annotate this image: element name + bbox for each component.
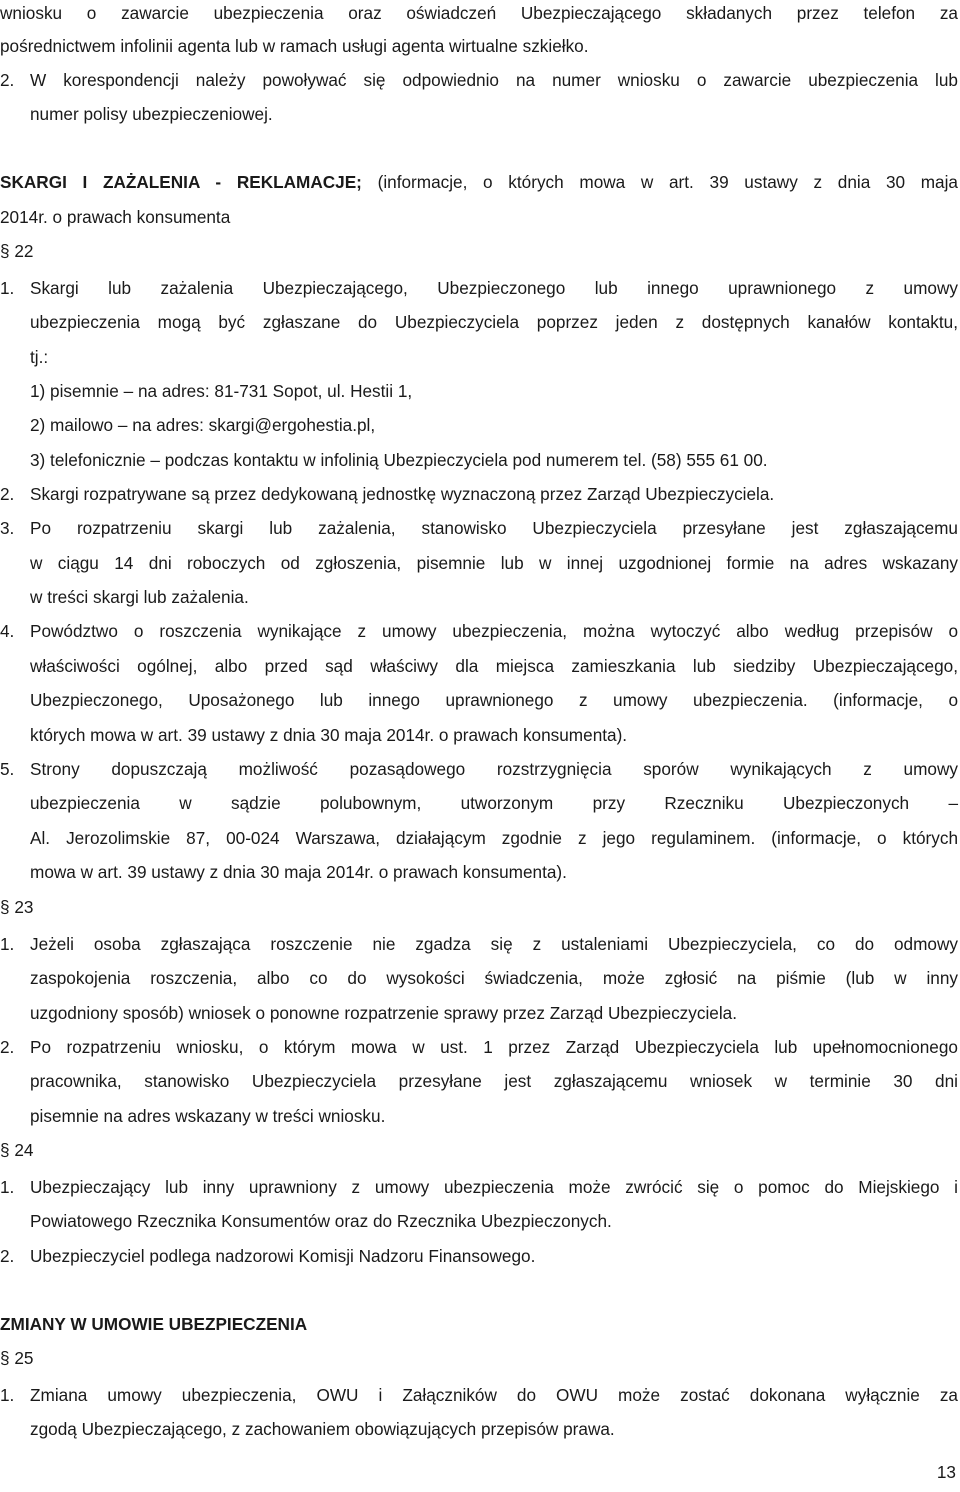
intro-p2-line-1: W korespondencji należy powoływać się odpowiednio na numer wniosku o zawarcie ubezpieczenia lub [30, 70, 958, 90]
channel-phone: 3) telefonicznie – podczas kontaktu w infolinią Ubezpieczyciela pod numerem tel. (58) 555 61 00. [30, 450, 768, 470]
complaints-heading [0, 172, 958, 192]
complaints-heading-rest: (informacje, o których mowa w art. 39 ustawy z dnia 30 maja [377, 172, 958, 192]
complaints-heading-line-2: 2014r. o prawach konsumenta [0, 207, 231, 227]
s24-p1-number: 1. [0, 1177, 15, 1197]
section-25-number: 25 [14, 1348, 34, 1368]
s22-p1-line-2: ubezpieczenia mogą być zgłaszane do Ubezpieczyciela poprzez jeden z dostępnych kanałów kontaktu, [30, 312, 958, 332]
section-24 [0, 1140, 33, 1160]
s23-p2-line-1: Po rozpatrzeniu wniosku, o którym mowa w ust. 1 przez Zarząd Ubezpieczyciela lub upełnomocnionego [30, 1037, 958, 1057]
intro-line-1: wniosku o zawarcie ubezpieczenia oraz oświadczeń Ubezpieczającego składanych przez telefon za [0, 3, 958, 23]
section-sign-icon: § [0, 241, 10, 261]
section-22-number: 22 [14, 241, 34, 261]
s23-p1-line-3: uzgodniony sposób) wniosek o ponowne rozpatrzenie sprawy przez Zarząd Ubezpieczyciela. [30, 1003, 737, 1023]
s22-p3-line-3: w treści skargi lub zażalenia. [30, 587, 249, 607]
channel-postal: 1) pisemnie – na adres: 81-731 Sopot, ul. Hestii 1, [30, 381, 413, 401]
s23-p1-line-2: zaspokojenia roszczenia, albo co do wysokości świadczenia, może zgłosić na piśmie (lub w inny [30, 968, 958, 988]
intro-line-2: pośrednictwem infolinii agenta lub w ramach usługi agenta wirtualne szkiełko. [0, 36, 589, 56]
s22-p4-line-3: Ubezpieczonego, Uposażonego lub innego uprawnionego z umowy ubezpieczenia. (informacje, o [30, 690, 958, 710]
changes-heading: ZMIANY W UMOWIE UBEZPIECZENIA [0, 1314, 308, 1334]
s22-p4-line-4: których mowa w art. 39 ustawy z dnia 30 maja 2014r. o prawach konsumenta). [30, 725, 628, 745]
s22-p3-line-1: Po rozpatrzeniu skargi lub zażalenia, stanowisko Ubezpieczyciela przesyłane jest zgłaszającemu [30, 518, 958, 538]
s25-p1-line-1: Zmiana umowy ubezpieczenia, OWU i Załączników do OWU może zostać dokonana wyłącznie za [30, 1385, 958, 1405]
s23-p2-line-2: pracownika, stanowisko Ubezpieczyciela przesyłane jest zgłaszającemu wniosek w terminie 30 dni [30, 1071, 958, 1091]
s22-p4-line-2: właściwości ogólnej, albo przed sąd właściwy dla miejsca zamieszkania lub siedziby Ubezpieczającego, [30, 656, 958, 676]
s22-p5-line-3: Al. Jerozolimskie 87, 00-024 Warszawa, działającym zgodnie z jego regulaminem. (informacje, o których [30, 828, 958, 848]
section-sign-icon: § [0, 1140, 10, 1160]
s22-p1-number: 1. [0, 278, 15, 298]
s22-p1-line-3: tj.: [30, 347, 49, 367]
channel-email: 2) mailowo – na adres: skargi@ergohestia.pl, [30, 415, 376, 435]
s22-p2-number: 2. [0, 484, 15, 504]
s22-p3-line-2: w ciągu 14 dni roboczych od zgłoszenia, pisemnie lub w innej uzgodnionej formie na adres wskazany [30, 553, 958, 573]
s23-p1-number: 1. [0, 934, 15, 954]
section-25 [0, 1348, 33, 1368]
s24-p1-line-1: Ubezpieczający lub inny uprawniony z umowy ubezpieczenia może zwrócić się o pomoc do Miejskiego i [30, 1177, 958, 1197]
s25-p1-line-2: zgodą Ubezpieczającego, z zachowaniem obowiązujących przepisów prawa. [30, 1419, 615, 1439]
section-23 [0, 897, 33, 917]
s22-p3-number: 3. [0, 518, 15, 538]
s22-p5-number: 5. [0, 759, 15, 779]
s25-p1-number: 1. [0, 1385, 15, 1405]
s22-p4-line-1: Powództwo o roszczenia wynikające z umowy ubezpieczenia, można wytoczyć albo według przepisów o [30, 621, 958, 641]
s23-p1-line-1: Jeżeli osoba zgłaszająca roszczenie nie zgadza się z ustaleniami Ubezpieczyciela, co do odmowy [30, 934, 958, 954]
section-22 [0, 241, 33, 261]
section-sign-icon: § [0, 1348, 10, 1368]
s22-p5-line-1: Strony dopuszczają możliwość pozasądowego rozstrzygnięcia sporów wynikających z umowy [30, 759, 958, 779]
s22-p1-line-1: Skargi lub zażalenia Ubezpieczającego, Ubezpieczonego lub innego uprawnionego z umowy [30, 278, 958, 298]
s22-p5-line-2: ubezpieczenia w sądzie polubownym, utworzonym przy Rzeczniku Ubezpieczonych – [30, 793, 958, 813]
s24-p2-number: 2. [0, 1246, 15, 1266]
s22-p5-line-4: mowa w art. 39 ustawy z dnia 30 maja 2014r. o prawach konsumenta). [30, 862, 567, 882]
section-24-number: 24 [14, 1140, 34, 1160]
s24-p1-line-2: Powiatowego Rzecznika Konsumentów oraz do Rzecznika Ubezpieczonych. [30, 1211, 612, 1231]
s23-p2-line-3: pisemnie na adres wskazany w treści wniosku. [30, 1106, 386, 1126]
intro-p2-number: 2. [0, 70, 15, 90]
section-sign-icon: § [0, 897, 10, 917]
s23-p2-number: 2. [0, 1037, 15, 1057]
section-23-number: 23 [14, 897, 34, 917]
s24-p2-line-1: Ubezpieczyciel podlega nadzorowi Komisji Nadzoru Finansowego. [30, 1246, 536, 1266]
page-number: 13 [936, 1462, 956, 1482]
s22-p2-line-1: Skargi rozpatrywane są przez dedykowaną jednostkę wyznaczoną przez Zarząd Ubezpieczyciela. [30, 484, 775, 504]
s22-p4-number: 4. [0, 621, 15, 641]
intro-p2-line-2: numer polisy ubezpieczeniowej. [30, 104, 273, 124]
complaints-heading-bold: SKARGI I ZAŻALENIA - REKLAMACJE; [0, 172, 362, 192]
